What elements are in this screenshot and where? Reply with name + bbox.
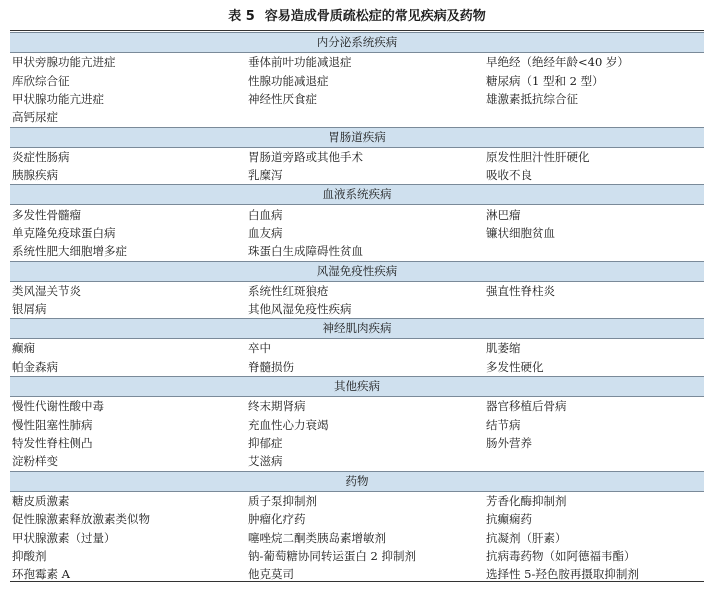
table-cell <box>486 300 704 319</box>
table-cell: 其他风湿免疫性疾病 <box>248 302 352 317</box>
table-cell: 吸收不良 <box>486 168 532 183</box>
table-cell: 噻唑烷二酮类胰岛素增敏剂 <box>248 530 386 545</box>
table-cell: 高钙尿症 <box>12 110 58 125</box>
table-cell: 器官移植后骨病 <box>486 399 567 414</box>
table-cell: 垂体前叶功能减退症 <box>248 55 352 70</box>
table-row <box>10 452 704 471</box>
table-row <box>10 166 704 185</box>
section-header <box>10 377 704 397</box>
table-cell: 充血性心力衰竭 <box>248 417 329 432</box>
table-cell: 他克莫司 <box>248 567 294 582</box>
table-cell: 抗凝剂（肝素） <box>486 530 567 545</box>
table-cell: 库欣综合征 <box>12 73 70 88</box>
section-heading: 神经肌肉疾病 <box>10 319 704 339</box>
section-header <box>10 319 704 339</box>
table-row <box>10 108 704 127</box>
table-cell: 促性腺激素释放激素类似物 <box>12 512 150 527</box>
table-cell: 甲状腺功能亢进症 <box>12 91 104 106</box>
table-row <box>10 491 704 510</box>
table-cell: 银屑病 <box>12 302 47 317</box>
table-cell: 血友病 <box>248 225 283 240</box>
table-cell: 强直性脊柱炎 <box>486 283 555 298</box>
table-cell: 多发性硬化 <box>486 359 544 374</box>
section-header <box>10 33 704 53</box>
section-header <box>10 127 704 147</box>
table-cell: 白血病 <box>248 207 283 222</box>
table-row <box>10 434 704 452</box>
table-cell: 肠外营养 <box>486 436 532 451</box>
table-cell: 雄激素抵抗综合征 <box>486 91 578 106</box>
table-cell: 帕金森病 <box>12 359 58 374</box>
table-row <box>10 205 704 224</box>
table-cell: 淀粉样变 <box>12 454 58 469</box>
section-heading: 血液系统疾病 <box>10 185 704 205</box>
table-cell: 终末期肾病 <box>248 399 306 414</box>
table-cell: 卒中 <box>248 341 271 356</box>
table-cell: 慢性阻塞性肺病 <box>12 417 93 432</box>
table-cell: 早绝经（绝经年龄<40 岁） <box>486 55 629 70</box>
table-cell: 脊髓损伤 <box>248 359 294 374</box>
table-cell: 甲状旁腺功能亢进症 <box>12 55 116 70</box>
table-row <box>10 281 704 300</box>
table-row <box>10 147 704 166</box>
table-cell: 质子泵抑制剂 <box>248 493 317 508</box>
table-row <box>10 528 704 546</box>
table-cell: 特发性脊柱侧凸 <box>12 436 93 451</box>
table-cell: 芳香化酶抑制剂 <box>486 493 567 508</box>
table-cell: 抗癫痫药 <box>486 512 532 527</box>
table-cell <box>486 242 704 261</box>
table-row <box>10 71 704 89</box>
table-cell: 糖皮质激素 <box>12 493 70 508</box>
table-row <box>10 339 704 358</box>
table-row <box>10 90 704 108</box>
section-heading: 风湿免疫性疾病 <box>10 261 704 281</box>
table-cell: 原发性胆汁性肝硬化 <box>486 149 590 164</box>
table-cell <box>486 108 704 127</box>
table-cell: 艾滋病 <box>248 454 283 469</box>
table-title <box>0 9 714 25</box>
table-cell: 选择性 5-羟色胺再摄取抑制剂 <box>486 567 639 582</box>
table-cell: 系统性红斑狼疮 <box>248 283 329 298</box>
table-cell: 结节病 <box>486 417 521 432</box>
section-header <box>10 261 704 281</box>
section-header <box>10 185 704 205</box>
section-header <box>10 471 704 491</box>
section-heading: 其他疾病 <box>10 377 704 397</box>
table-cell: 肌萎缩 <box>486 341 521 356</box>
table-cell: 甲状腺激素（过量） <box>12 530 116 545</box>
table-row <box>10 415 704 433</box>
section-heading: 内分泌系统疾病 <box>10 33 704 53</box>
top-rule <box>10 30 704 31</box>
table-caption: 容易造成骨质疏松症的常见疾病及药物 <box>264 9 486 24</box>
table-cell: 镰状细胞贫血 <box>486 225 555 240</box>
table-cell: 单克隆免疫球蛋白病 <box>12 225 116 240</box>
table-cell: 钠-葡萄糖协同转运蛋白 2 抑制剂 <box>248 549 417 563</box>
table-cell: 珠蛋白生成障碍性贫血 <box>248 244 363 259</box>
section-heading: 药物 <box>10 471 704 491</box>
table-cell: 抑酸剂 <box>12 549 47 563</box>
table-cell: 肿瘤化疗药 <box>248 512 306 527</box>
table-cell: 抑郁症 <box>248 436 283 451</box>
table-cell: 糖尿病（1 型和 2 型） <box>486 73 604 88</box>
table-row <box>10 224 704 242</box>
table-cell: 慢性代谢性酸中毒 <box>12 399 104 414</box>
table-number: 表 5 <box>228 9 255 24</box>
disease-drug-table <box>10 32 704 584</box>
table-row <box>10 300 704 319</box>
table-cell: 胰腺疾病 <box>12 168 58 183</box>
table-cell: 抗病毒药物（如阿德福韦酯） <box>486 549 636 563</box>
section-heading: 胃肠道疾病 <box>10 127 704 147</box>
table-row <box>10 397 704 416</box>
table-cell: 癫痫 <box>12 341 35 356</box>
table-cell: 类风湿关节炎 <box>12 283 81 298</box>
table-row <box>10 510 704 528</box>
table-cell: 神经性厌食症 <box>248 91 317 106</box>
table-row <box>10 358 704 377</box>
table-cell: 胃肠道旁路或其他手术 <box>248 149 363 164</box>
table-cell: 乳糜泻 <box>248 168 283 183</box>
table-cell: 环孢霉素 A <box>12 567 70 582</box>
table-cell: 多发性骨髓瘤 <box>12 207 81 222</box>
table-cell <box>486 452 704 471</box>
table-cell: 炎症性肠病 <box>12 149 70 164</box>
table-row <box>10 53 704 72</box>
table-cell: 淋巴瘤 <box>486 207 521 222</box>
table-cell: 系统性肥大细胞增多症 <box>12 244 127 259</box>
table-cell: 性腺功能减退症 <box>248 73 329 88</box>
table-cell <box>248 108 486 127</box>
table-row <box>10 547 704 565</box>
table-row <box>10 242 704 261</box>
bottom-rule <box>10 581 704 582</box>
